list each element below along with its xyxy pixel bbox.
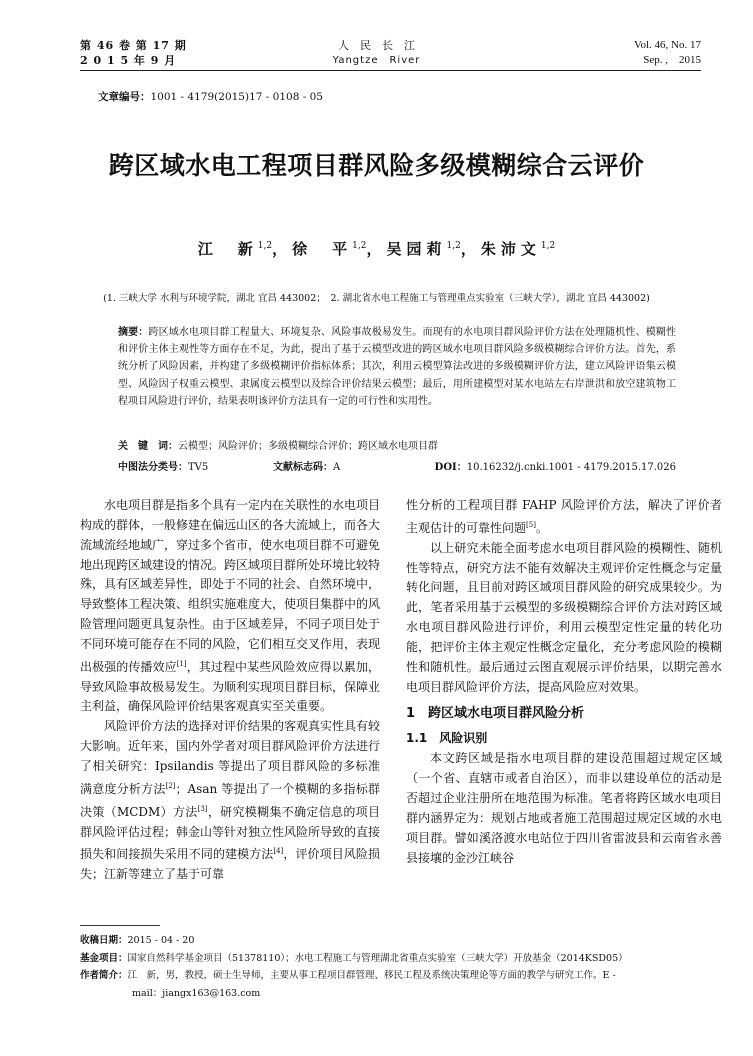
journal-name-en: Yangtze River (332, 55, 421, 66)
body-column-right (406, 496, 722, 869)
article-number (98, 89, 323, 104)
affiliations: (1. 三峡大学 水利与环境学院，湖北 宜昌 443002； 2. 湖北省水电工程施工与管理重点实验室（三峡大学），湖北 宜昌 443002) (103, 293, 650, 304)
paper-title: 跨区域水电工程项目群风险多级模糊综合云评价 (108, 151, 645, 180)
received-date (80, 932, 722, 950)
keywords-text: 云模型；风险评价；多级模糊综合评价；跨区域水电项目群 (178, 441, 438, 452)
keywords (118, 437, 676, 452)
volume-issue-en: Vol. 46, No. 17 (633, 39, 701, 51)
volume-issue: 第 46 卷 第 17 期 (80, 39, 187, 52)
clc-label: 中图法分类号： (118, 462, 188, 473)
citation: [2] (165, 781, 176, 790)
doi-label: DOI： (434, 462, 467, 473)
author-affil-mark: 1,2 (540, 241, 556, 251)
document-code-label: 文献标志码： (273, 462, 333, 473)
author-name: 吴园莉 (386, 240, 447, 258)
footnotes (80, 932, 722, 1002)
author-name: 徐 平 (292, 240, 353, 258)
clc-value: TV5 (188, 462, 209, 473)
fund-value: 国家自然科学基金项目（51378110）；水电工程施工与管理湖北省重点实验室（三峡大学）开放基金（2014KSD05） (127, 952, 628, 964)
author-email: mail：jiangx163@163.com (132, 987, 261, 999)
citation: [5] (526, 520, 536, 529)
body-column-left (80, 496, 380, 885)
body-paragraph: 风险评价方法的选择对评价结果的客观真实性具有较大影响。近年来，国内外学者对项目群风险评价方法进行了相关研究：Ipsilandis 等提出了项目群风险的多标准满意度分析方法[2]；Asan 等提出了一个模糊的多指标群决策（MCDM）方法[3]，研究模糊集不确定信息的项目群风险评估过程；韩金山等针对独立性风险所导致的直接损失和间接损失采用不同的建模方法[4]，评价项目风险损失；江新等建立了基于可靠 (80, 719, 381, 882)
author-affil-mark: 1,2 (446, 241, 461, 251)
article-number-value: 1001 - 4179(2015)17 - 0108 - 05 (150, 91, 323, 103)
fund-label: 基金项目： (80, 952, 128, 964)
doi (435, 458, 676, 473)
author-affil-mark: 1,2 (257, 241, 273, 251)
citation: [1] (176, 659, 187, 668)
journal-issue-en (634, 38, 701, 68)
body-paragraph: 以上研究未能全面考虑水电项目群风险的模糊性、随机性等特点，研究方法不能有效解决主观评价定性概念与定量转化问题，且目前对跨区域项目群风险的研究成果较少。为此，笔者采用基于云模型的多级模糊综合评价方法对跨区域水电项目群风险进行评价，利用云模型定性定量的转化功能，把评价主体主观定性概念定量化，充分考虑风险的模糊性和随机性。最后通过云图直观展示评价结果，以期完善水电项目群风险评价方法，提高风险应对效果。 (406, 540, 722, 694)
abstract-text: 跨区域水电项目群工程量大、环境复杂、风险事故极易发生。而现有的水电项目群风险评价方法在处理随机性、模糊性和评价主体主观性等方面存在不足，为此，提出了基于云模型改进的跨区域水电项目群风险多级模糊综合评价方法。首先，系统分析了风险因素，并构建了多级模糊评价指标体系；其次，利用云模型算法改进的多级模糊评价方法，建立风险评语集云模型、风险因子权重云模型、隶属度云模型以及综合评价结果云模型；最后，用所建模型对某水电站左右岸泄洪和放空建筑物工程项目风险进行评价，结果表明该评价方法具有一定的可行性和实用性。 (118, 327, 677, 407)
subsection-heading: 1.1 风险识别 (406, 731, 488, 746)
body-paragraph: 性分析的工程项目群 FAHP 风险评价方法，解决了评价者主观估计的可靠性问题[5]。 (406, 498, 722, 535)
citation: [4] (273, 847, 284, 856)
section-heading: 1 跨区域水电项目群风险分析 (406, 706, 585, 722)
keywords-label: 关 键 词： (118, 441, 178, 452)
article-number-label: 文章编号： (98, 91, 151, 103)
author-name: 江 新 (197, 240, 258, 258)
document-code-value: A (333, 462, 341, 473)
issue-date-en: Sep. , 2015 (643, 54, 701, 66)
document-code (273, 458, 340, 473)
bio-label: 作者简介： (80, 970, 128, 981)
footnote-rule (80, 925, 160, 926)
author-name: 朱沛文 (480, 240, 541, 258)
author-affil-mark: 1,2 (352, 241, 367, 251)
received-label: 收稿日期： (80, 935, 128, 946)
author-list: 江 新$^{1,2}$，徐 平$^{1,2}$，吴园莉$^{1,2}$，朱沛文$^{1,2}$ (197, 240, 556, 258)
abstract-label: 摘要： (118, 327, 149, 338)
body-paragraph: 水电项目群是指多个具有一定内在关联性的水电项目构成的群体，一般修建在偏远山区的各大流域上，而各大流域流经地域广，穿过多个省市，使水电项目群不可避免地出现跨区域建设的情况。跨区域项目群所处环境比较特殊，具有区域差异性，即处于不同的社会、自然环境中，导致整体工程决策、组织实施难度大，使项目集群中的风险管理问题更具复杂性。由于区域差异，不同子项目处于不同环境可能存在不同的风险，它们相互交叉作用，表现出极强的传播效应[1]，其过程中某些风险效应得以累加，导致风险事故极易发生。为顺利实现项目群目标，保障业主利益，确保风险评价结果客观真实至关重要。 (80, 498, 381, 714)
author-bio (80, 967, 722, 985)
issue-date: 2 0 1 5 年 9 月 (80, 54, 177, 67)
doi-value: 10.16232/j.cnki.1001 - 4179.2015.17.026 (466, 462, 676, 473)
received-value: 2015 - 04 - 20 (127, 935, 195, 946)
clc-number (118, 458, 208, 473)
citation: [3] (197, 804, 208, 813)
abstract (118, 324, 676, 410)
bio-value: 江 新，男，教授，硕士生导师，主要从事工程项目群管理、移民工程及系统决策理论等方面的教学与研究工作。E - (127, 970, 616, 981)
header-rule (80, 70, 701, 71)
fund-info (80, 950, 722, 968)
journal-name-cn: 人 民 长 江 (338, 39, 415, 52)
body-paragraph: 本文跨区域是指水电项目群的建设范围超过规定区域（一个省、直辖市或者自治区），而非以建设单位的活动是否超过企业注册所在地范围为标准。笔者将跨区域水电项目群内涵界定为：规划占地或者施工范围超过规定区域的水电项目群。譬如溪洛渡水电站位于四川省雷波县和云南省永善县接壤的金沙江峡谷 (406, 751, 722, 865)
